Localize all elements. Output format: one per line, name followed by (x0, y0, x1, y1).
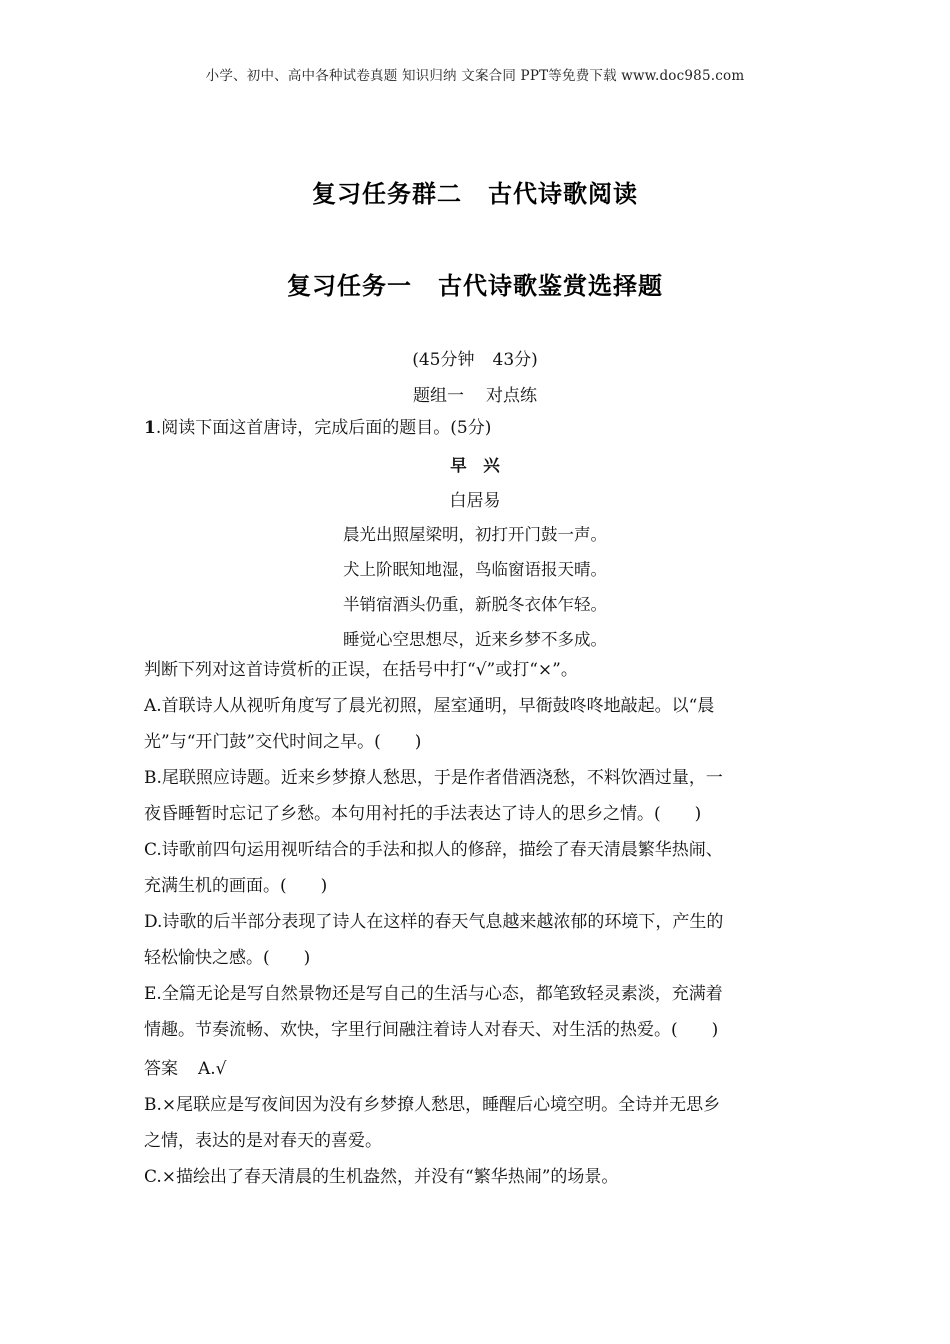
answer-a-text: A.√ (198, 1059, 227, 1079)
question-stem-text: .阅读下面这首唐诗，完成后面的题目。(5分) (155, 418, 492, 438)
poem-author: 白居易 (449, 491, 501, 511)
question-number: 1 (144, 418, 156, 438)
answer-b-line1: B.×尾联应是写夜间因为没有乡梦撩人愁思，睡醒后心境空明。全诗并无思乡 (144, 1095, 721, 1115)
section-title-part2: 古代诗歌阅读 (488, 180, 638, 208)
task-title-part1: 复习任务一 (287, 272, 412, 300)
poem-line: 犬上阶眠知地湿，鸟临窗语报天晴。 (343, 560, 607, 579)
option-a (144, 688, 808, 760)
answer-b (144, 1087, 808, 1159)
option-e-line2: 情趣。节奏流畅、欢快，字里行间融注着诗人对春天、对生活的热爱。( ) (144, 1020, 719, 1040)
answer-a (144, 1051, 808, 1087)
option-b (144, 760, 808, 832)
group-name: 对点练 (486, 386, 537, 406)
question-group (0, 381, 950, 406)
instruction: 判断下列对这首诗赏析的正误，在括号中打“√”或打“×”。 (144, 660, 578, 680)
section-title (0, 174, 950, 209)
answer-label: 答案 (144, 1059, 178, 1079)
option-e-line1: E.全篇无论是写自然景物还是写自己的生活与心态，都笔致轻灵素淡，充满着 (144, 984, 723, 1004)
option-d-line2: 轻松愉快之感。( ) (144, 948, 311, 968)
page-header-watermark: 小学、初中、高中各种试卷真题 知识归纳 文案合同 PPT等免费下载 www.doc985.com (205, 68, 745, 84)
option-c (144, 832, 808, 904)
total-score: 43分) (492, 350, 538, 370)
time-limit: (45分钟 (412, 350, 475, 370)
option-b-line2: 夜昏睡暂时忘记了乡愁。本句用衬托的手法表达了诗人的思乡之情。( ) (144, 804, 702, 824)
option-b-line1: B.尾联照应诗题。近来乡梦撩人愁思，于是作者借酒浇愁，不料饮酒过量，一 (144, 768, 723, 788)
poem-line: 睡觉心空思想尽，近来乡梦不多成。 (343, 630, 607, 649)
poem-title: 早 兴 (450, 456, 500, 475)
group-label: 题组一 (413, 386, 464, 406)
question-1-stem (144, 410, 808, 446)
task-title (0, 266, 950, 301)
option-a-line2: 光”与“开门鼓”交代时间之早。( ) (144, 732, 422, 752)
option-e (144, 976, 808, 1048)
time-score (0, 345, 950, 370)
answer-c: C.×描绘出了春天清晨的生机盎然，并没有“繁华热闹”的场景。 (144, 1167, 619, 1187)
answer-b-line2: 之情，表达的是对春天的喜爱。 (144, 1131, 382, 1151)
option-d-line1: D.诗歌的后半部分表现了诗人在这样的春天气息越来越浓郁的环境下，产生的 (144, 912, 724, 932)
poem-line: 半销宿酒头仍重，新脱冬衣体乍轻。 (343, 595, 607, 614)
option-c-line1: C.诗歌前四句运用视听结合的手法和拟人的修辞，描绘了春天清晨繁华热闹、 (144, 840, 723, 860)
option-d (144, 904, 808, 976)
option-a-line1: A.首联诗人从视听角度写了晨光初照，屋室通明，早衙鼓咚咚地敲起。以“晨 (144, 696, 715, 716)
option-c-line2: 充满生机的画面。( ) (144, 876, 328, 896)
poem-line: 晨光出照屋梁明，初打开门鼓一声。 (343, 525, 607, 544)
section-title-part1: 复习任务群二 (312, 180, 462, 208)
task-title-part2: 古代诗歌鉴赏选择题 (438, 272, 663, 300)
